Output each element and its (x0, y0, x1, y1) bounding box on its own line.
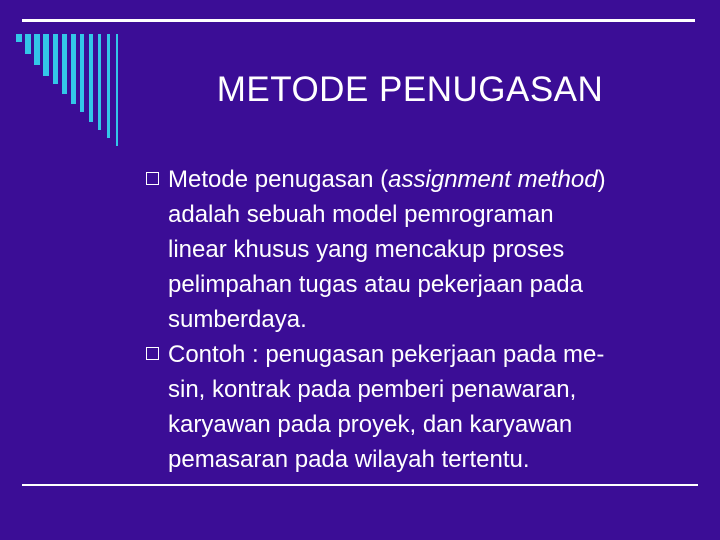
stripe (53, 34, 58, 84)
stripe (25, 34, 31, 54)
bullet-line: sumberdaya. (168, 306, 307, 333)
stripe-group (16, 34, 118, 146)
bullet-line: Metode penugasan (assignment method) (168, 166, 606, 193)
stripe (80, 34, 84, 112)
slide-body (22, 162, 712, 477)
bullet-line: sin, kontrak pada pemberi penawaran, (168, 376, 577, 403)
bullet-line: linear khusus yang mencakup proses (168, 236, 565, 263)
stripe (34, 34, 40, 65)
emphasis-text: assignment method (388, 166, 598, 193)
hollow-square-icon (146, 172, 159, 185)
stripe (43, 34, 49, 76)
stripe (98, 34, 101, 130)
bullet-line: pemasaran pada wilayah tertentu. (168, 446, 530, 473)
bottom-divider-line (22, 484, 698, 486)
slide-title: METODE PENUGASAN (216, 70, 604, 109)
stripe (62, 34, 67, 94)
bullet-line: karyawan pada proyek, dan karyawan (168, 411, 573, 438)
bullet-text (168, 162, 708, 337)
stripe (89, 34, 93, 122)
stripe (71, 34, 76, 104)
bullet-item (22, 162, 712, 337)
bullet-line: Contoh : penugasan pekerjaan pada me- (168, 341, 605, 368)
bullet-line: adalah sebuah model pemrograman (168, 201, 554, 228)
bullet-text (168, 337, 708, 477)
stripe (16, 34, 22, 42)
bullet-item (22, 337, 712, 477)
top-divider-line (22, 19, 695, 22)
stripe (107, 34, 110, 138)
bullet-line: pelimpahan tugas atau pekerjaan pada (168, 271, 583, 298)
vertical-stripes-decoration (16, 34, 122, 146)
stripe (116, 34, 118, 146)
hollow-square-icon (146, 347, 159, 360)
